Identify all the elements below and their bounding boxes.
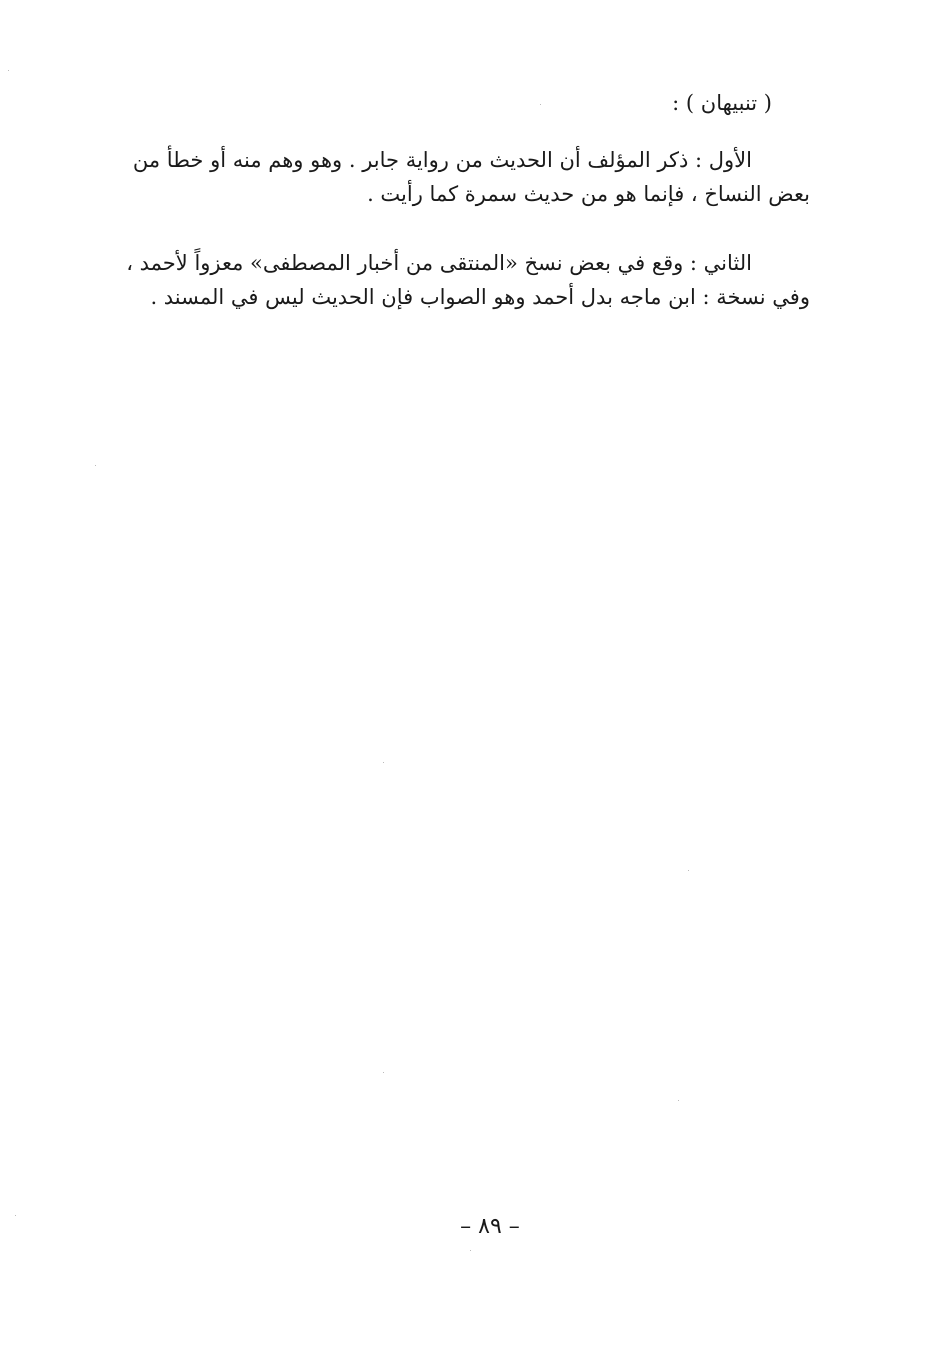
scan-speck (8, 70, 9, 71)
section-heading (152, 86, 772, 120)
scan-speck (383, 762, 384, 763)
scan-speck (540, 104, 541, 105)
second-note-paragraph (120, 246, 810, 314)
page-number: – ٨٩ – (460, 1214, 520, 1239)
scan-speck (95, 465, 96, 466)
scan-speck (383, 1072, 384, 1073)
scan-speck (678, 1100, 679, 1101)
second-note-line-1: الثاني : وقع في بعض نسخ «المنتقى من أخبار المصطفى» معزواً لأحمد ، (126, 251, 752, 275)
scan-speck (15, 1215, 16, 1216)
heading-text: ( تنبيهان ) : (672, 91, 772, 115)
first-note-paragraph (120, 143, 810, 211)
scan-speck (688, 870, 689, 871)
first-note-line-1: الأول : ذكر المؤلف أن الحديث من رواية جابر . وهو وهم منه أو خطأ من (132, 148, 752, 172)
second-note-line-2: وفي نسخة : ابن ماجه بدل أحمد وهو الصواب فإن الحديث ليس في المسند . (150, 285, 810, 309)
scan-speck (470, 1250, 471, 1251)
first-note-line-2: بعض النساخ ، فإنما هو من حديث سمرة كما رأيت . (367, 182, 810, 206)
